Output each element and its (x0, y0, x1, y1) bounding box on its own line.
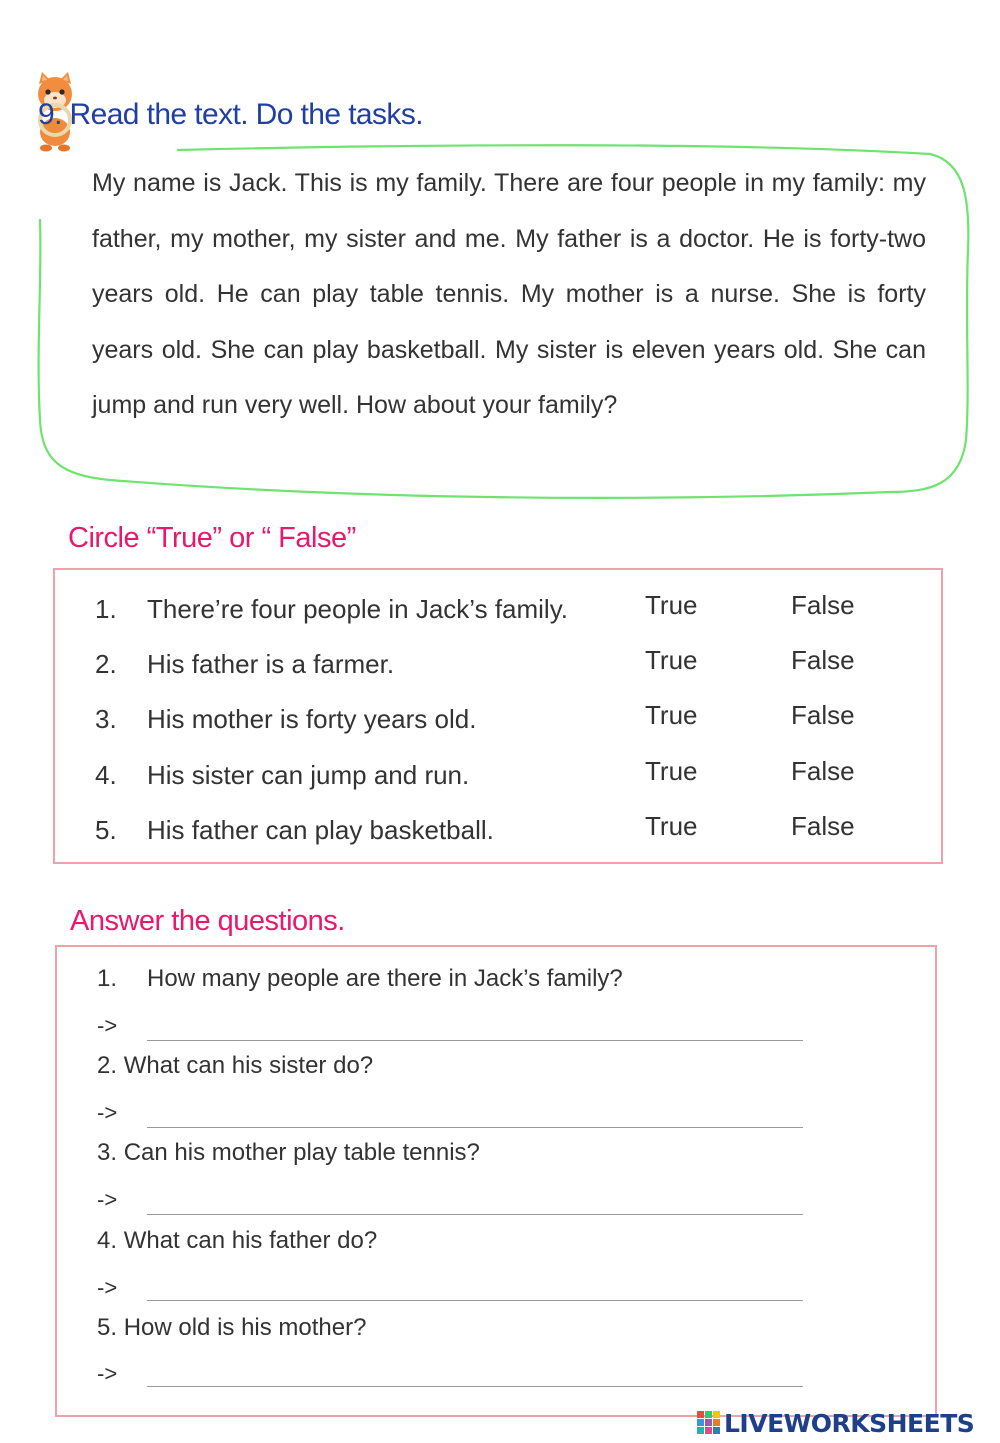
true-option[interactable]: True (645, 756, 698, 786)
answer-input-2[interactable] (147, 1102, 803, 1128)
reading-passage: My name is Jack. This is my family. There are four people in my family: my father, my mother, my sister and me. My father is a doctor. He is forty-two years old. He can play table tennis. My mother is a nurse. She is forty years old. She can play basketball. My sister is eleven years old. She can jump and run very well. How about your family? (92, 169, 926, 419)
statement-text: His father is a farmer. (147, 649, 395, 679)
answer-arrow: -> (97, 1275, 118, 1300)
statement-number: 1. (95, 594, 117, 624)
question-number: 1. (97, 965, 118, 992)
answer-input-4[interactable] (147, 1275, 803, 1301)
questions-box (55, 945, 937, 1417)
statement-row (55, 700, 941, 744)
question-1 (97, 965, 623, 993)
statement-number: 4. (95, 760, 117, 790)
true-option[interactable]: True (645, 645, 698, 675)
liveworksheets-logo-icon (697, 1411, 721, 1435)
true-option[interactable]: True (645, 700, 698, 730)
statement-number: 2. (95, 649, 117, 679)
false-option[interactable]: False (791, 700, 855, 730)
answer-arrow: -> (97, 1100, 118, 1125)
answer-arrow: -> (97, 1187, 118, 1212)
question-text: What can his father do? (123, 1227, 378, 1254)
statement-text: There’re four people in Jack’s family. (147, 594, 569, 624)
questions-heading: Answer the questions. (70, 905, 345, 937)
statement-row (55, 756, 941, 800)
false-option[interactable]: False (791, 811, 855, 841)
liveworksheets-text: LIVEWORKSHEETS (724, 1408, 975, 1438)
true-false-heading: Circle “True” or “ False” (68, 522, 356, 554)
answer-input-5[interactable] (147, 1361, 803, 1387)
statement-row (55, 590, 941, 634)
statement-number: 3. (95, 704, 117, 734)
true-option[interactable]: True (645, 811, 698, 841)
answer-arrow: -> (97, 1013, 118, 1038)
question-number: 4. (97, 1227, 118, 1254)
statement-row (55, 645, 941, 689)
exercise-title: 9. Read the text. Do the tasks. (38, 98, 423, 131)
answer-input-3[interactable] (147, 1189, 803, 1215)
statement-number: 5. (95, 815, 117, 845)
statement-text: His mother is forty years old. (147, 704, 477, 734)
statement-text: His sister can jump and run. (147, 760, 470, 790)
true-false-box (53, 568, 943, 864)
false-option[interactable]: False (791, 590, 855, 620)
question-text: Can his mother play table tennis? (123, 1139, 480, 1166)
liveworksheets-brand (697, 1408, 974, 1438)
question-text: How old is his mother? (123, 1314, 367, 1341)
question-number: 5. (97, 1314, 118, 1341)
answer-arrow: -> (97, 1361, 118, 1386)
false-option[interactable]: False (791, 756, 855, 786)
statement-text: His father can play basketball. (147, 815, 494, 845)
false-option[interactable]: False (791, 645, 855, 675)
question-4 (97, 1227, 377, 1255)
question-text: How many people are there in Jack’s family? (147, 965, 623, 992)
statement-row (55, 811, 941, 855)
question-3 (97, 1139, 480, 1167)
true-option[interactable]: True (645, 590, 698, 620)
question-number: 3. (97, 1139, 118, 1166)
question-5 (97, 1314, 366, 1342)
question-number: 2. (97, 1052, 118, 1079)
question-text: What can his sister do? (123, 1052, 374, 1079)
answer-input-1[interactable] (147, 1015, 803, 1041)
question-2 (97, 1052, 373, 1080)
